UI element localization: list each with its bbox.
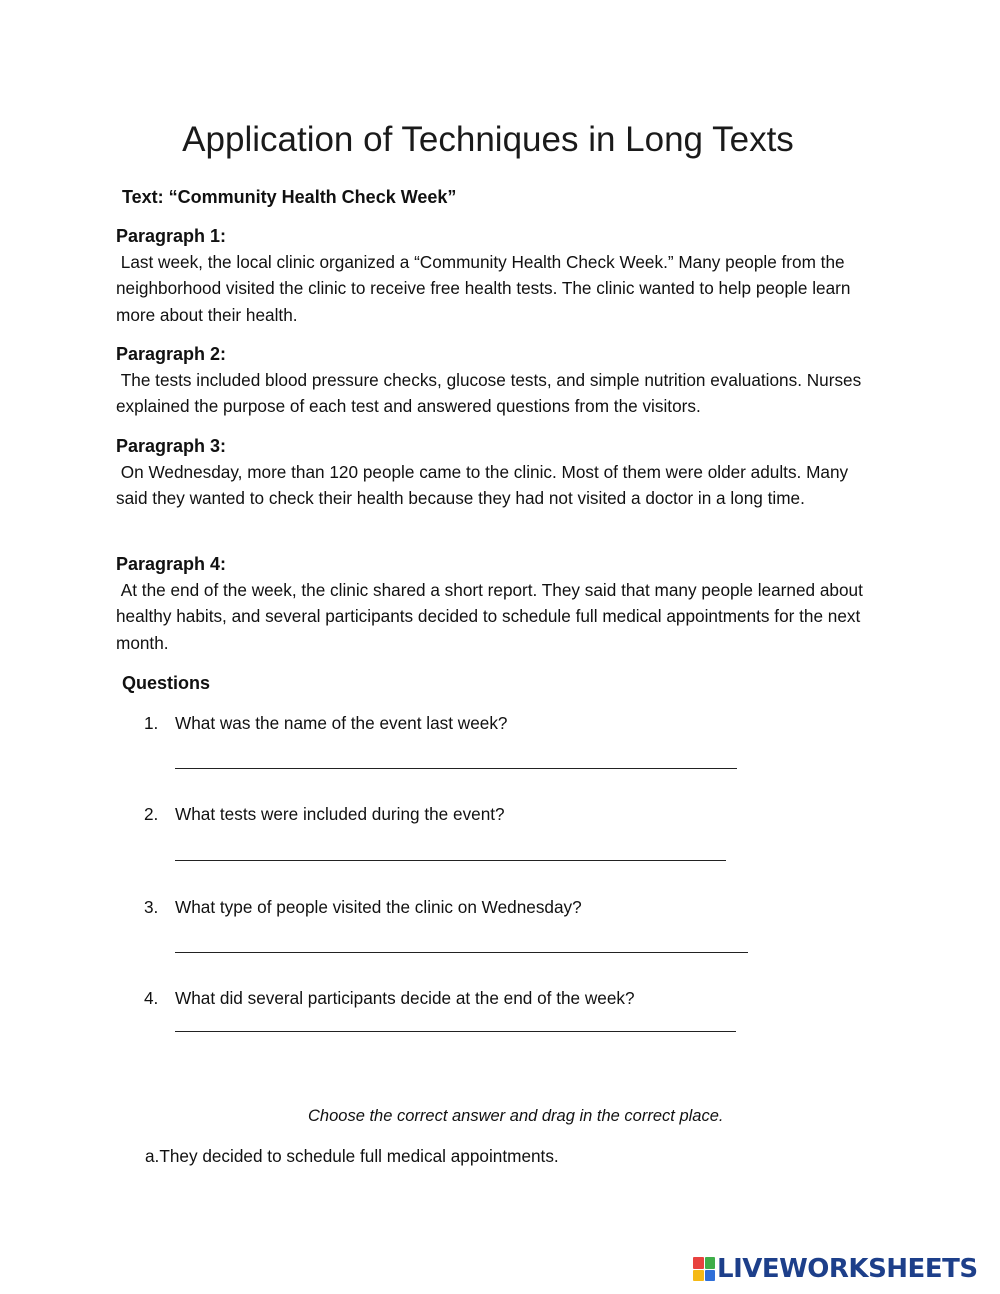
question-4-answer-field[interactable] <box>175 1031 736 1032</box>
logo-square-yellow <box>693 1270 704 1282</box>
logo-square-green <box>705 1257 716 1269</box>
logo-square-blue <box>705 1270 716 1282</box>
liveworksheets-logo-icon <box>693 1257 715 1281</box>
liveworksheets-logo-text: LIVEWORKSHEETS <box>717 1254 978 1284</box>
question-1-answer-field[interactable] <box>175 768 737 769</box>
question-2-number: 2. <box>144 804 159 824</box>
text-heading: Text: “Community Health Check Week” <box>122 187 457 207</box>
question-2-answer-field[interactable] <box>175 860 726 861</box>
paragraph-1-body: Last week, the local clinic organized a “Community Health Check Week.” Many people from the neighborhood visited the clinic to receive free health tests. The clinic wanted to help people learn more about their health. <box>116 252 856 325</box>
question-2-text: What tests were included during the event? <box>175 804 505 824</box>
questions-heading: Questions <box>122 673 211 693</box>
page-title: Application of Techniques in Long Texts <box>182 120 794 159</box>
paragraph-2-heading: Paragraph 2: <box>116 344 227 364</box>
paragraph-3-body: On Wednesday, more than 120 people came to the clinic. Most of them were older adults. Many said they wanted to check their health because they had not visited a doctor in a long time. <box>116 462 853 509</box>
paragraph-3-heading: Paragraph 3: <box>116 436 227 456</box>
question-3-answer-field[interactable] <box>175 952 748 953</box>
question-4-number: 4. <box>144 988 159 1008</box>
question-3-number: 3. <box>144 897 159 917</box>
question-1-text: What was the name of the event last week? <box>175 713 508 733</box>
question-3-text: What type of people visited the clinic on Wednesday? <box>175 897 582 917</box>
liveworksheets-logo <box>693 1254 978 1284</box>
paragraph-2-body: The tests included blood pressure checks, glucose tests, and simple nutrition evaluations. Nurses explained the purpose of each test and answered questions from the visitors. <box>116 370 866 417</box>
paragraph-1-heading: Paragraph 1: <box>116 226 227 246</box>
drag-instruction: Choose the correct answer and drag in the correct place. <box>308 1107 724 1125</box>
logo-square-red <box>693 1257 704 1269</box>
paragraph-4-body: At the end of the week, the clinic shared a short report. They said that many people learned about healthy habits, and several participants decided to schedule full medical appointments for the next month. <box>116 580 868 653</box>
paragraph-4-heading: Paragraph 4: <box>116 554 227 574</box>
question-1-number: 1. <box>144 713 159 733</box>
draggable-answer-option-a[interactable]: a.They decided to schedule full medical appointments. <box>145 1146 559 1166</box>
question-4-text: What did several participants decide at the end of the week? <box>175 988 635 1008</box>
